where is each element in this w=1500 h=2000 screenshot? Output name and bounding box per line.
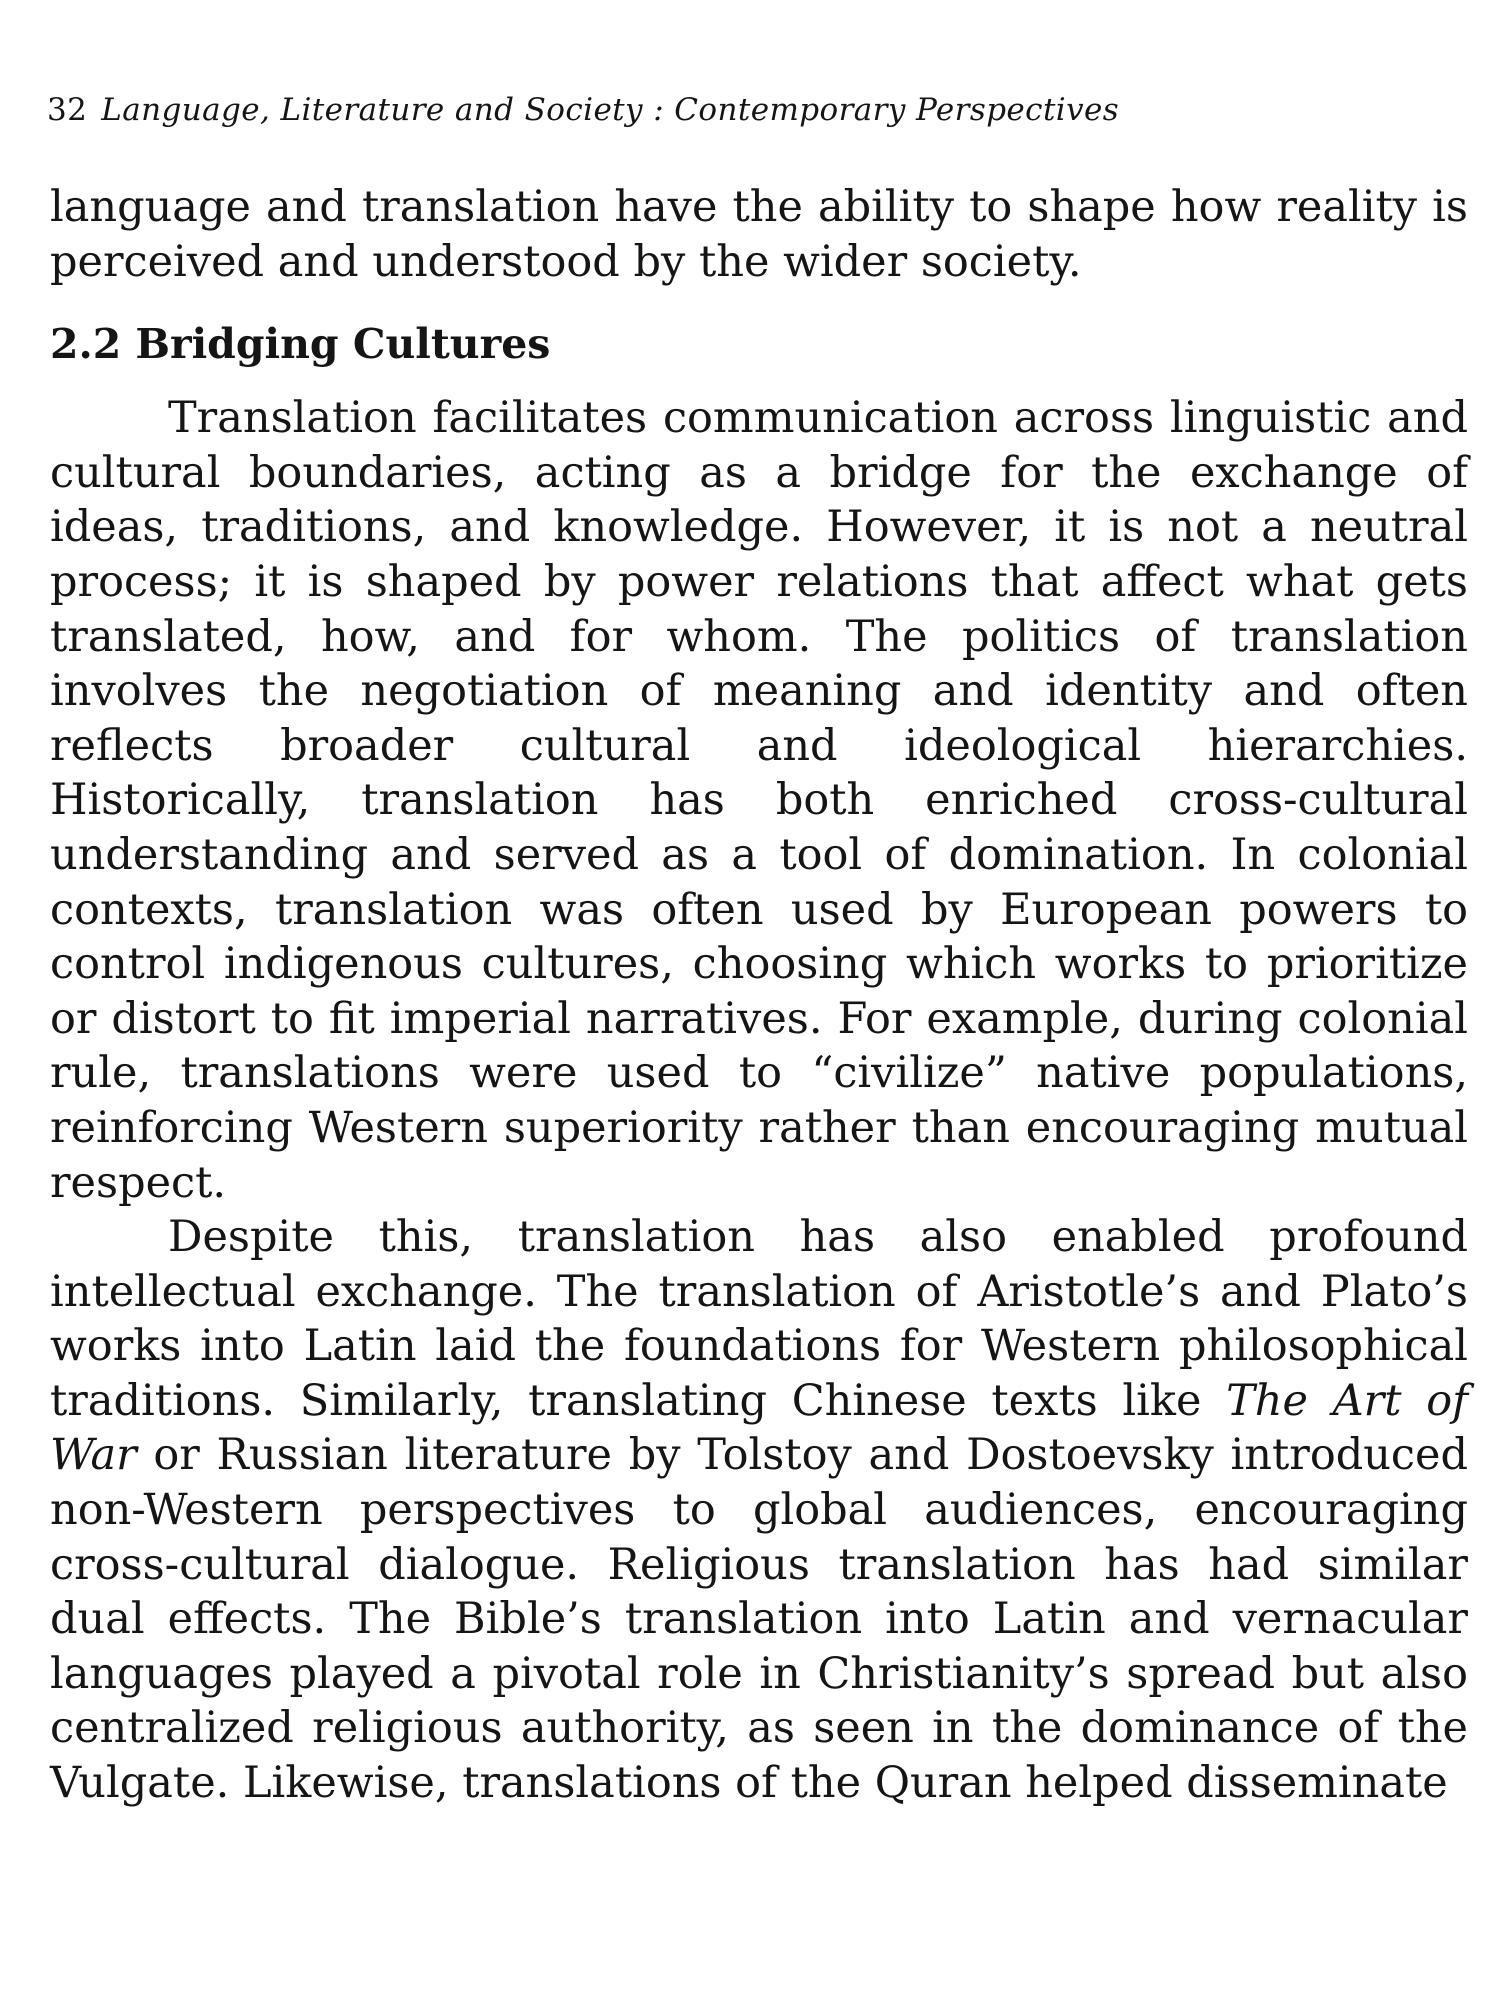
- section-title: Bridging Cultures: [135, 320, 551, 369]
- page-content: [50, 180, 1468, 1811]
- paragraph-text-before-title: Despite this, translation has also enabled profound intellectual exchange. The translation of Aristotle’s and Plato’s works into Latin laid the foundations for Western philosophical traditions. Similarly, translating Chinese texts like: [50, 1212, 1468, 1426]
- book-reference-art-of-war: The Art of War: [50, 1375, 1468, 1481]
- running-head: [47, 88, 1119, 132]
- book-title: Language, Literature and Society : Contemporary Perspectives: [101, 92, 1120, 128]
- paragraph-text-after-title: or Russian literature by Tolstoy and Dostoevsky introduced non-Western perspectives to global audiences, encouraging cross-cultural dialogue. Religious translation has had similar dual effects. The Bible’s translation into Latin and vernacular languages played a pivotal role in Christianity’s spread but also centralized religious authority, as seen in the dominance of the Vulgate. Likewise, translations of the Quran helped disseminate: [50, 1430, 1468, 1809]
- page-number: 32: [47, 92, 88, 128]
- paragraph-intellectual-exchange: [50, 1210, 1468, 1811]
- opening-paragraph: language and translation have the ability to shape how reality is perceived and understood by the wider society.: [50, 182, 1468, 287]
- section-heading: [50, 317, 1468, 371]
- paragraph-colonial-translation: Translation facilitates communication across linguistic and cultural boundaries, acting as a bridge for the exchange of ideas, traditions, and knowledge. However, it is not a neutral process; it is shaped by power relations that affect what gets translated, how, and for whom. The politics of translation involves the negotiation of meaning and identity and often reflects broader cultural and ideological hierarchies. Historically, translation has both enriched cross-cultural understanding and served as a tool of domination. In colonial contexts, translation was often used by European powers to control indigenous cultures, choosing which works to prioritize or distort to fit imperial narratives. For example, during colonial rule, translations were used to “civilize” native populations, reinforcing Western superiority rather than encouraging mutual respect.: [50, 393, 1468, 1208]
- section-number: 2.2: [50, 320, 122, 369]
